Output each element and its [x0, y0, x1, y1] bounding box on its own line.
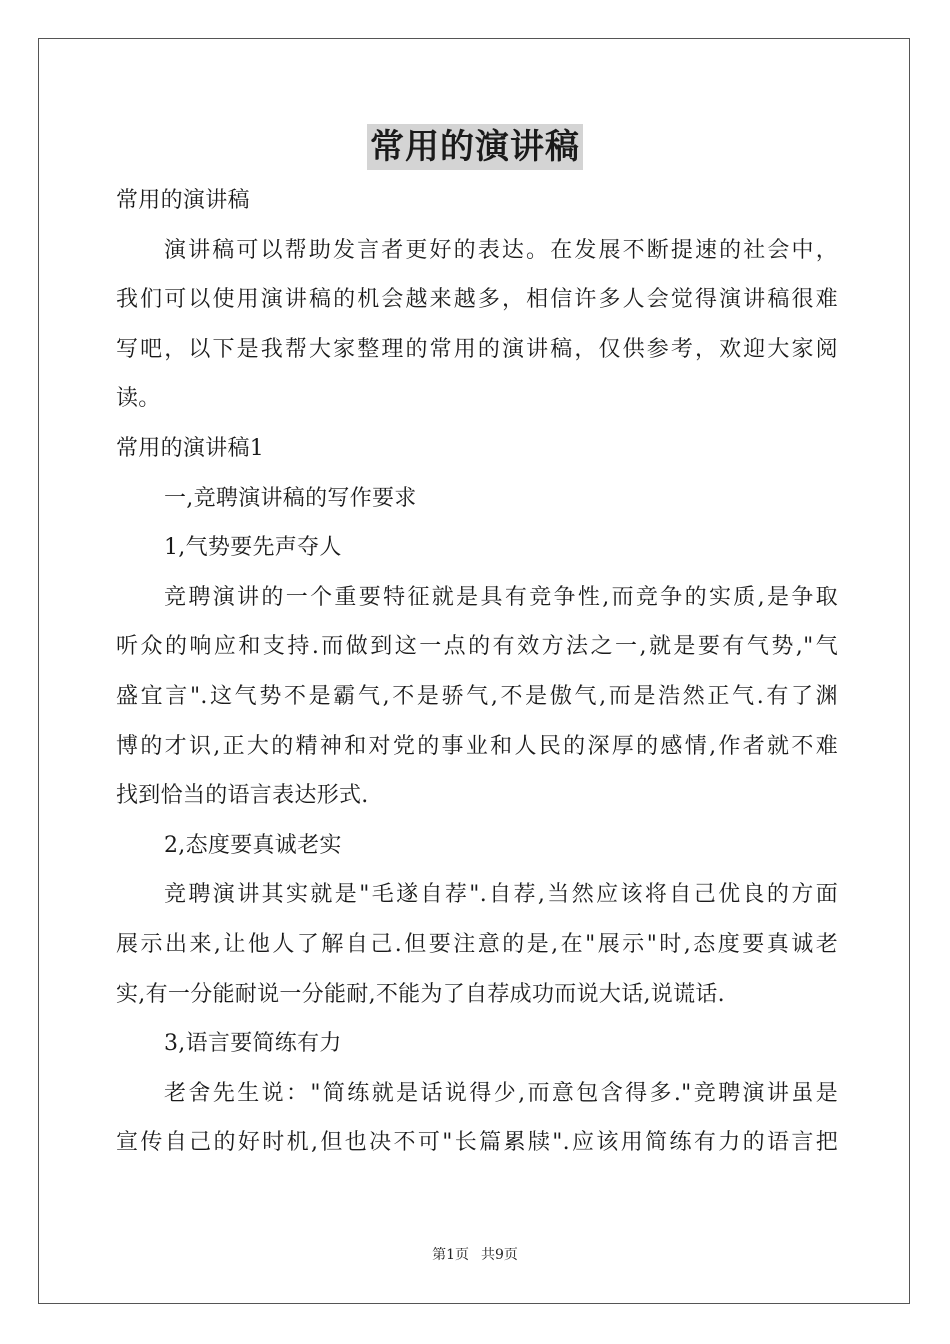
document-title-wrapper [0, 124, 950, 170]
text-line: 常用的演讲稿 [116, 188, 250, 213]
text-line: 一,竞聘演讲稿的写作要求 [164, 485, 417, 511]
document-title: 常用的演讲稿 [367, 124, 583, 170]
text-line: 读。 [116, 386, 161, 412]
text-line: 竞聘演讲其实就是"毛遂自荐".自荐,当然应该将自己优良的方面 [164, 882, 838, 908]
text-line: 2,态度要真诚老实 [164, 832, 342, 858]
text-line: 盛宜言".这气势不是霸气,不是骄气,不是傲气,而是浩然正气.有了渊 [116, 683, 838, 709]
text-line: 找到恰当的语言表达形式. [116, 783, 369, 809]
page-number: 第1页 [432, 1247, 469, 1263]
text-line: 3,语言要简练有力 [164, 1031, 342, 1057]
page-total: 共9页 [481, 1247, 518, 1263]
text-line: 实,有一分能耐说一分能耐,不能为了自荐成功而说大话,说谎话. [116, 981, 725, 1007]
text-line: 1,气势要先声夺人 [164, 535, 342, 561]
text-line: 老舍先生说："简练就是话说得少,而意包含得多."竞聘演讲虽是 [164, 1080, 838, 1106]
document-body [116, 176, 838, 1168]
page-footer [0, 1245, 950, 1265]
text-line: 竞聘演讲的一个重要特征就是具有竞争性,而竞争的实质,是争取 [164, 584, 838, 610]
text-line: 写吧，以下是我帮大家整理的常用的演讲稿，仅供参考，欢迎大家阅 [116, 336, 838, 362]
text-line: 展示出来,让他人了解自己.但要注意的是,在"展示"时,态度要真诚老 [116, 931, 838, 957]
text-line: 我们可以使用演讲稿的机会越来越多，相信许多人会觉得演讲稿很难 [116, 287, 838, 313]
text-line: 听众的响应和支持.而做到这一点的有效方法之一,就是要有气势,"气 [116, 634, 838, 660]
text-line: 常用的演讲稿1 [116, 435, 265, 461]
text-line: 宣传自己的好时机,但也决不可"长篇累牍".应该用简练有力的语言把 [116, 1130, 838, 1156]
text-line: 博的才识,正大的精神和对党的事业和人民的深厚的感情,作者就不难 [116, 733, 838, 759]
text-line: 演讲稿可以帮助发言者更好的表达。在发展不断提速的社会中， [164, 237, 838, 263]
